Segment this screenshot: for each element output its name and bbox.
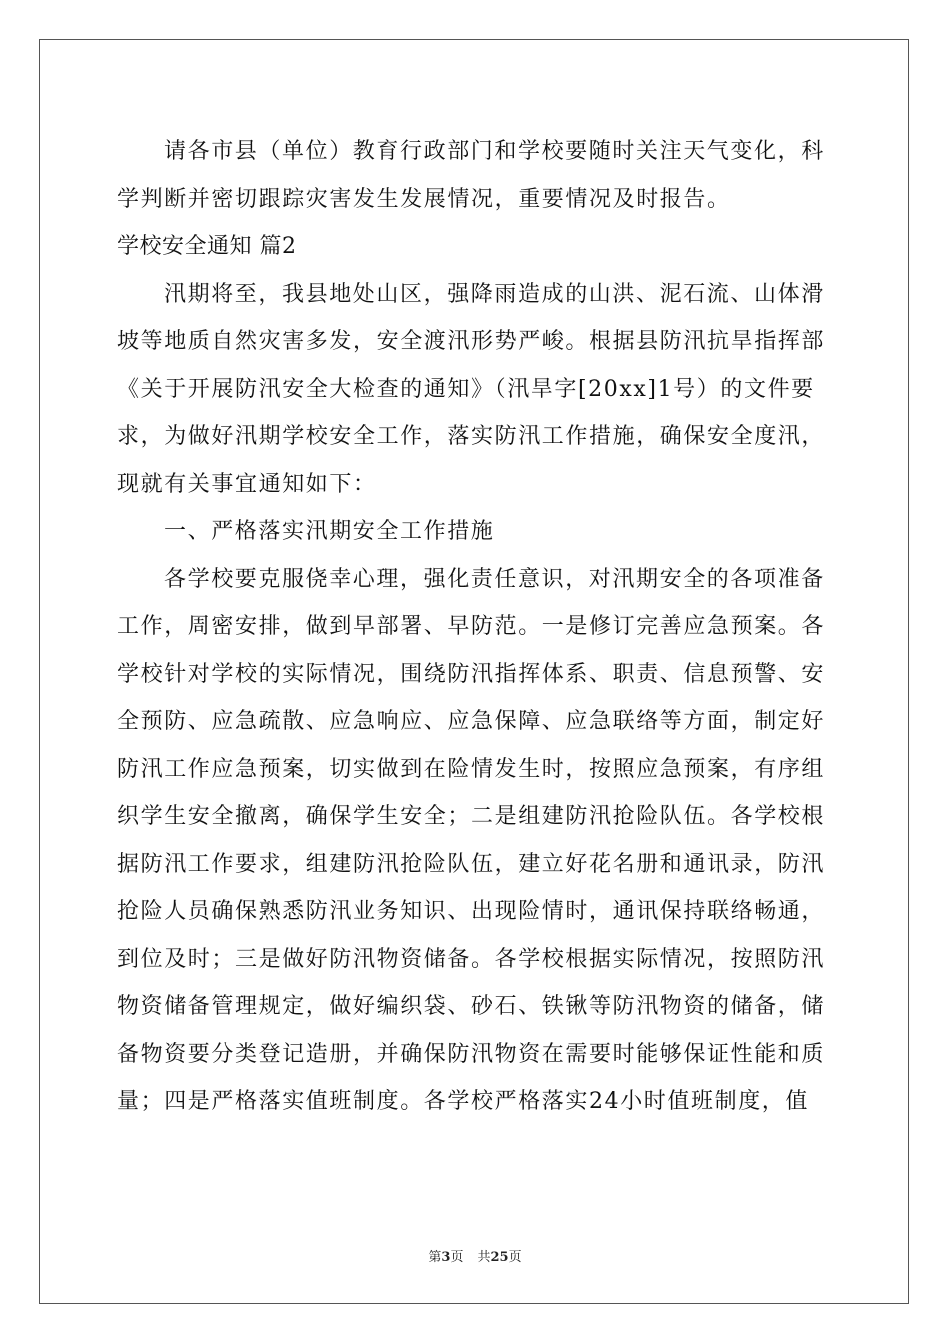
text-line: 汛期将至，我县地处山区，强降雨造成的山洪、泥石流、山体滑 (164, 281, 825, 307)
text-line: 工作，周密安排，做到早部署、早防范。一是修订完善应急预案。各 (117, 614, 826, 639)
footer-prefix: 第 (428, 1250, 442, 1265)
footer-current-page: 3 (441, 1250, 451, 1265)
text-line: 抢险人员确保熟悉防汛业务知识、出现险情时，通讯保持联络畅通， (117, 899, 826, 924)
text-line: 坡等地质自然灾害多发，安全渡汛形势严峻。根据县防汛抗旱指挥部 (117, 329, 826, 354)
text-line: 求，为做好汛期学校安全工作，落实防汛工作措施，确保安全度汛， (117, 424, 826, 449)
document-body (117, 128, 837, 1126)
text-line: 到位及时；三是做好防汛物资储备。各学校根据实际情况，按照防汛 (117, 946, 826, 972)
text-line: 备物资要分类登记造册，并确保防汛物资在需要时能够保证性能和质 (117, 1041, 826, 1067)
text-line: 全预防、应急疏散、应急响应、应急保障、应急联络等方面，制定好 (117, 709, 826, 734)
text-line: 现就有关事宜通知如下： (117, 471, 377, 497)
footer-total-prefix: 共 (477, 1250, 491, 1265)
text-line: 学校针对学校的实际情况，围绕防汛指挥体系、职责、信息预警、安 (117, 661, 826, 687)
footer-total-pages: 25 (490, 1250, 509, 1265)
text-line: 防汛工作应急预案，切实做到在险情发生时，按照应急预案，有序组 (117, 756, 826, 782)
text-line: 据防汛工作要求，组建防汛抢险队伍，建立好花名册和通讯录，防汛 (117, 851, 826, 877)
text-line: 《关于开展防汛安全大检查的通知》（汛旱字[20xx]1号）的文件要 (117, 376, 815, 402)
footer-total-unit: 页 (508, 1250, 522, 1265)
text-line: 学判断并密切跟踪灾害发生发展情况，重要情况及时报告。 (117, 186, 731, 212)
footer-page-unit: 页 (450, 1250, 464, 1265)
page-footer (0, 1246, 950, 1265)
text-line: 量；四是严格落实值班制度。各学校严格落实24小时值班制度，值 (117, 1089, 809, 1114)
section-heading: 学校安全通知 篇2 (117, 234, 297, 259)
text-line: 织学生安全撤离，确保学生安全；二是组建防汛抢险队伍。各学校根 (117, 804, 826, 829)
text-line: 物资储备管理规定，做好编织袋、砂石、铁锹等防汛物资的储备，储 (117, 994, 826, 1019)
text-line: 各学校要克服侥幸心理，强化责任意识，对汛期安全的各项准备 (164, 566, 825, 592)
text-line: 请各市县（单位）教育行政部门和学校要随时关注天气变化，科 (164, 139, 825, 164)
text-line: 一、严格落实汛期安全工作措施 (164, 519, 495, 544)
